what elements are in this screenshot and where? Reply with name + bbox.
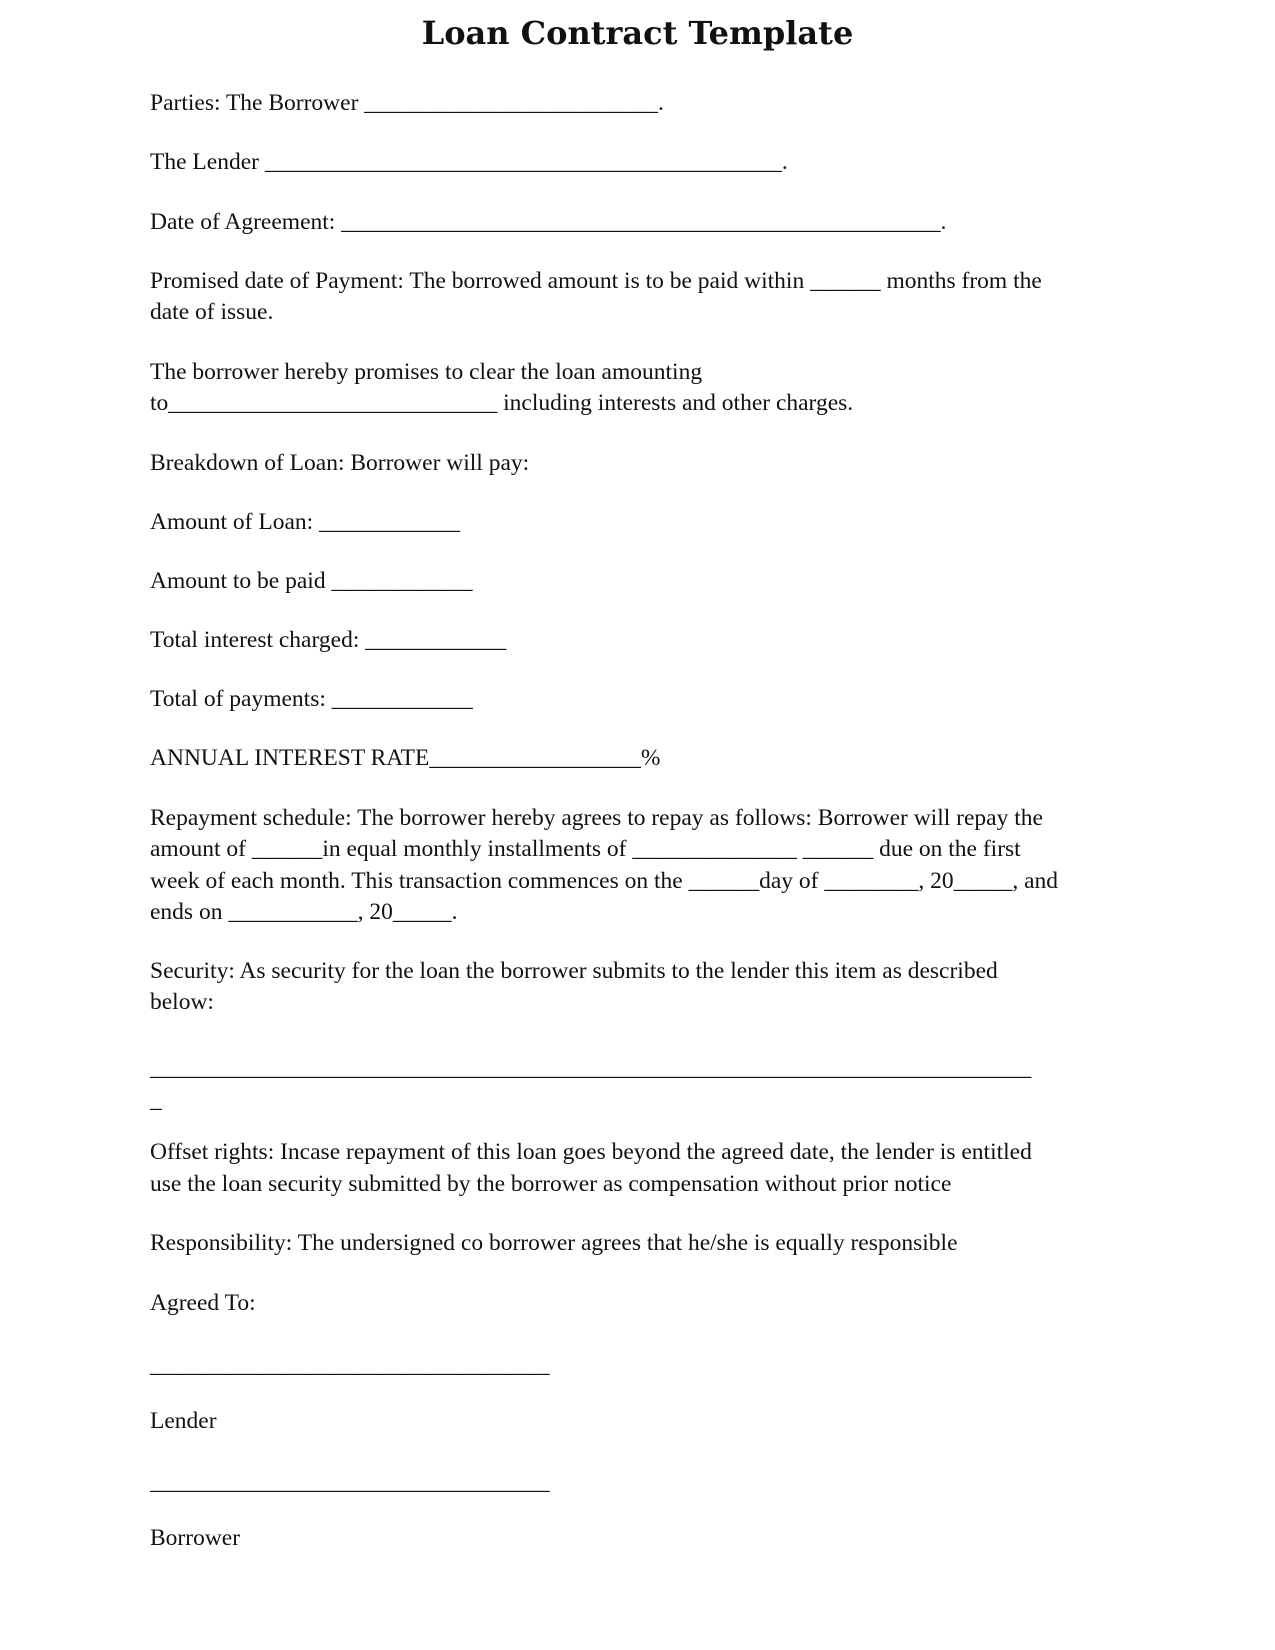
security-blank-overflow: _ bbox=[150, 1087, 162, 1113]
repayment-schedule-line-2: amount of ______in equal monthly installments of ______________ ______ due on the first bbox=[150, 836, 1021, 862]
loan-amount-line-2: to____________________________ including interests and other charges. bbox=[150, 390, 854, 416]
security-line-1: Security: As security for the loan the borrower submits to the lender this item as described bbox=[150, 958, 998, 984]
promised-date-line-2: date of issue. bbox=[150, 299, 274, 325]
breakdown-heading: Breakdown of Loan: Borrower will pay: bbox=[150, 450, 530, 476]
borrower-signature-label: Borrower bbox=[150, 1525, 241, 1551]
lender-line: The Lender ____________________________________________. bbox=[150, 149, 788, 175]
agreed-to-label: Agreed To: bbox=[150, 1290, 256, 1316]
offset-rights-line-1: Offset rights: Incase repayment of this loan goes beyond the agreed date, the lender is entitled bbox=[150, 1139, 1032, 1165]
total-payments-line: Total of payments: ____________ bbox=[150, 686, 473, 712]
parties-borrower-line: Parties: The Borrower _________________________. bbox=[150, 90, 664, 116]
document-title: Loan Contract Template bbox=[421, 14, 854, 52]
repayment-schedule-line-4: ends on ___________, 20_____. bbox=[150, 899, 458, 925]
lender-signature-label: Lender bbox=[150, 1408, 217, 1434]
amount-to-be-paid-line: Amount to be paid ____________ bbox=[150, 568, 473, 594]
loan-amount-line-1: The borrower hereby promises to clear the loan amounting bbox=[150, 359, 703, 385]
offset-rights-line-2: use the loan security submitted by the borrower as compensation without prior notice bbox=[150, 1171, 952, 1197]
repayment-schedule-line-1: Repayment schedule: The borrower hereby agrees to repay as follows: Borrower will repay the bbox=[150, 805, 1043, 831]
amount-of-loan-line: Amount of Loan: ____________ bbox=[150, 509, 461, 535]
date-of-agreement-line: Date of Agreement: ___________________________________________________. bbox=[150, 209, 947, 235]
promised-date-line-1: Promised date of Payment: The borrowed amount is to be paid within ______ months from the bbox=[150, 268, 1042, 294]
annual-interest-rate-line: ANNUAL INTEREST RATE__________________% bbox=[150, 745, 661, 771]
lender-signature-line: __________________________________ bbox=[150, 1352, 550, 1378]
security-line-2: below: bbox=[150, 989, 214, 1015]
security-blank-line: ___________________________________________________________________________ bbox=[150, 1055, 1032, 1081]
borrower-signature-line: __________________________________ bbox=[150, 1469, 550, 1495]
total-interest-line: Total interest charged: ____________ bbox=[150, 627, 507, 653]
responsibility-line: Responsibility: The undersigned co borrower agrees that he/she is equally responsible bbox=[150, 1230, 958, 1256]
repayment-schedule-line-3: week of each month. This transaction commences on the ______day of ________, 20_____, and bbox=[150, 868, 1059, 894]
